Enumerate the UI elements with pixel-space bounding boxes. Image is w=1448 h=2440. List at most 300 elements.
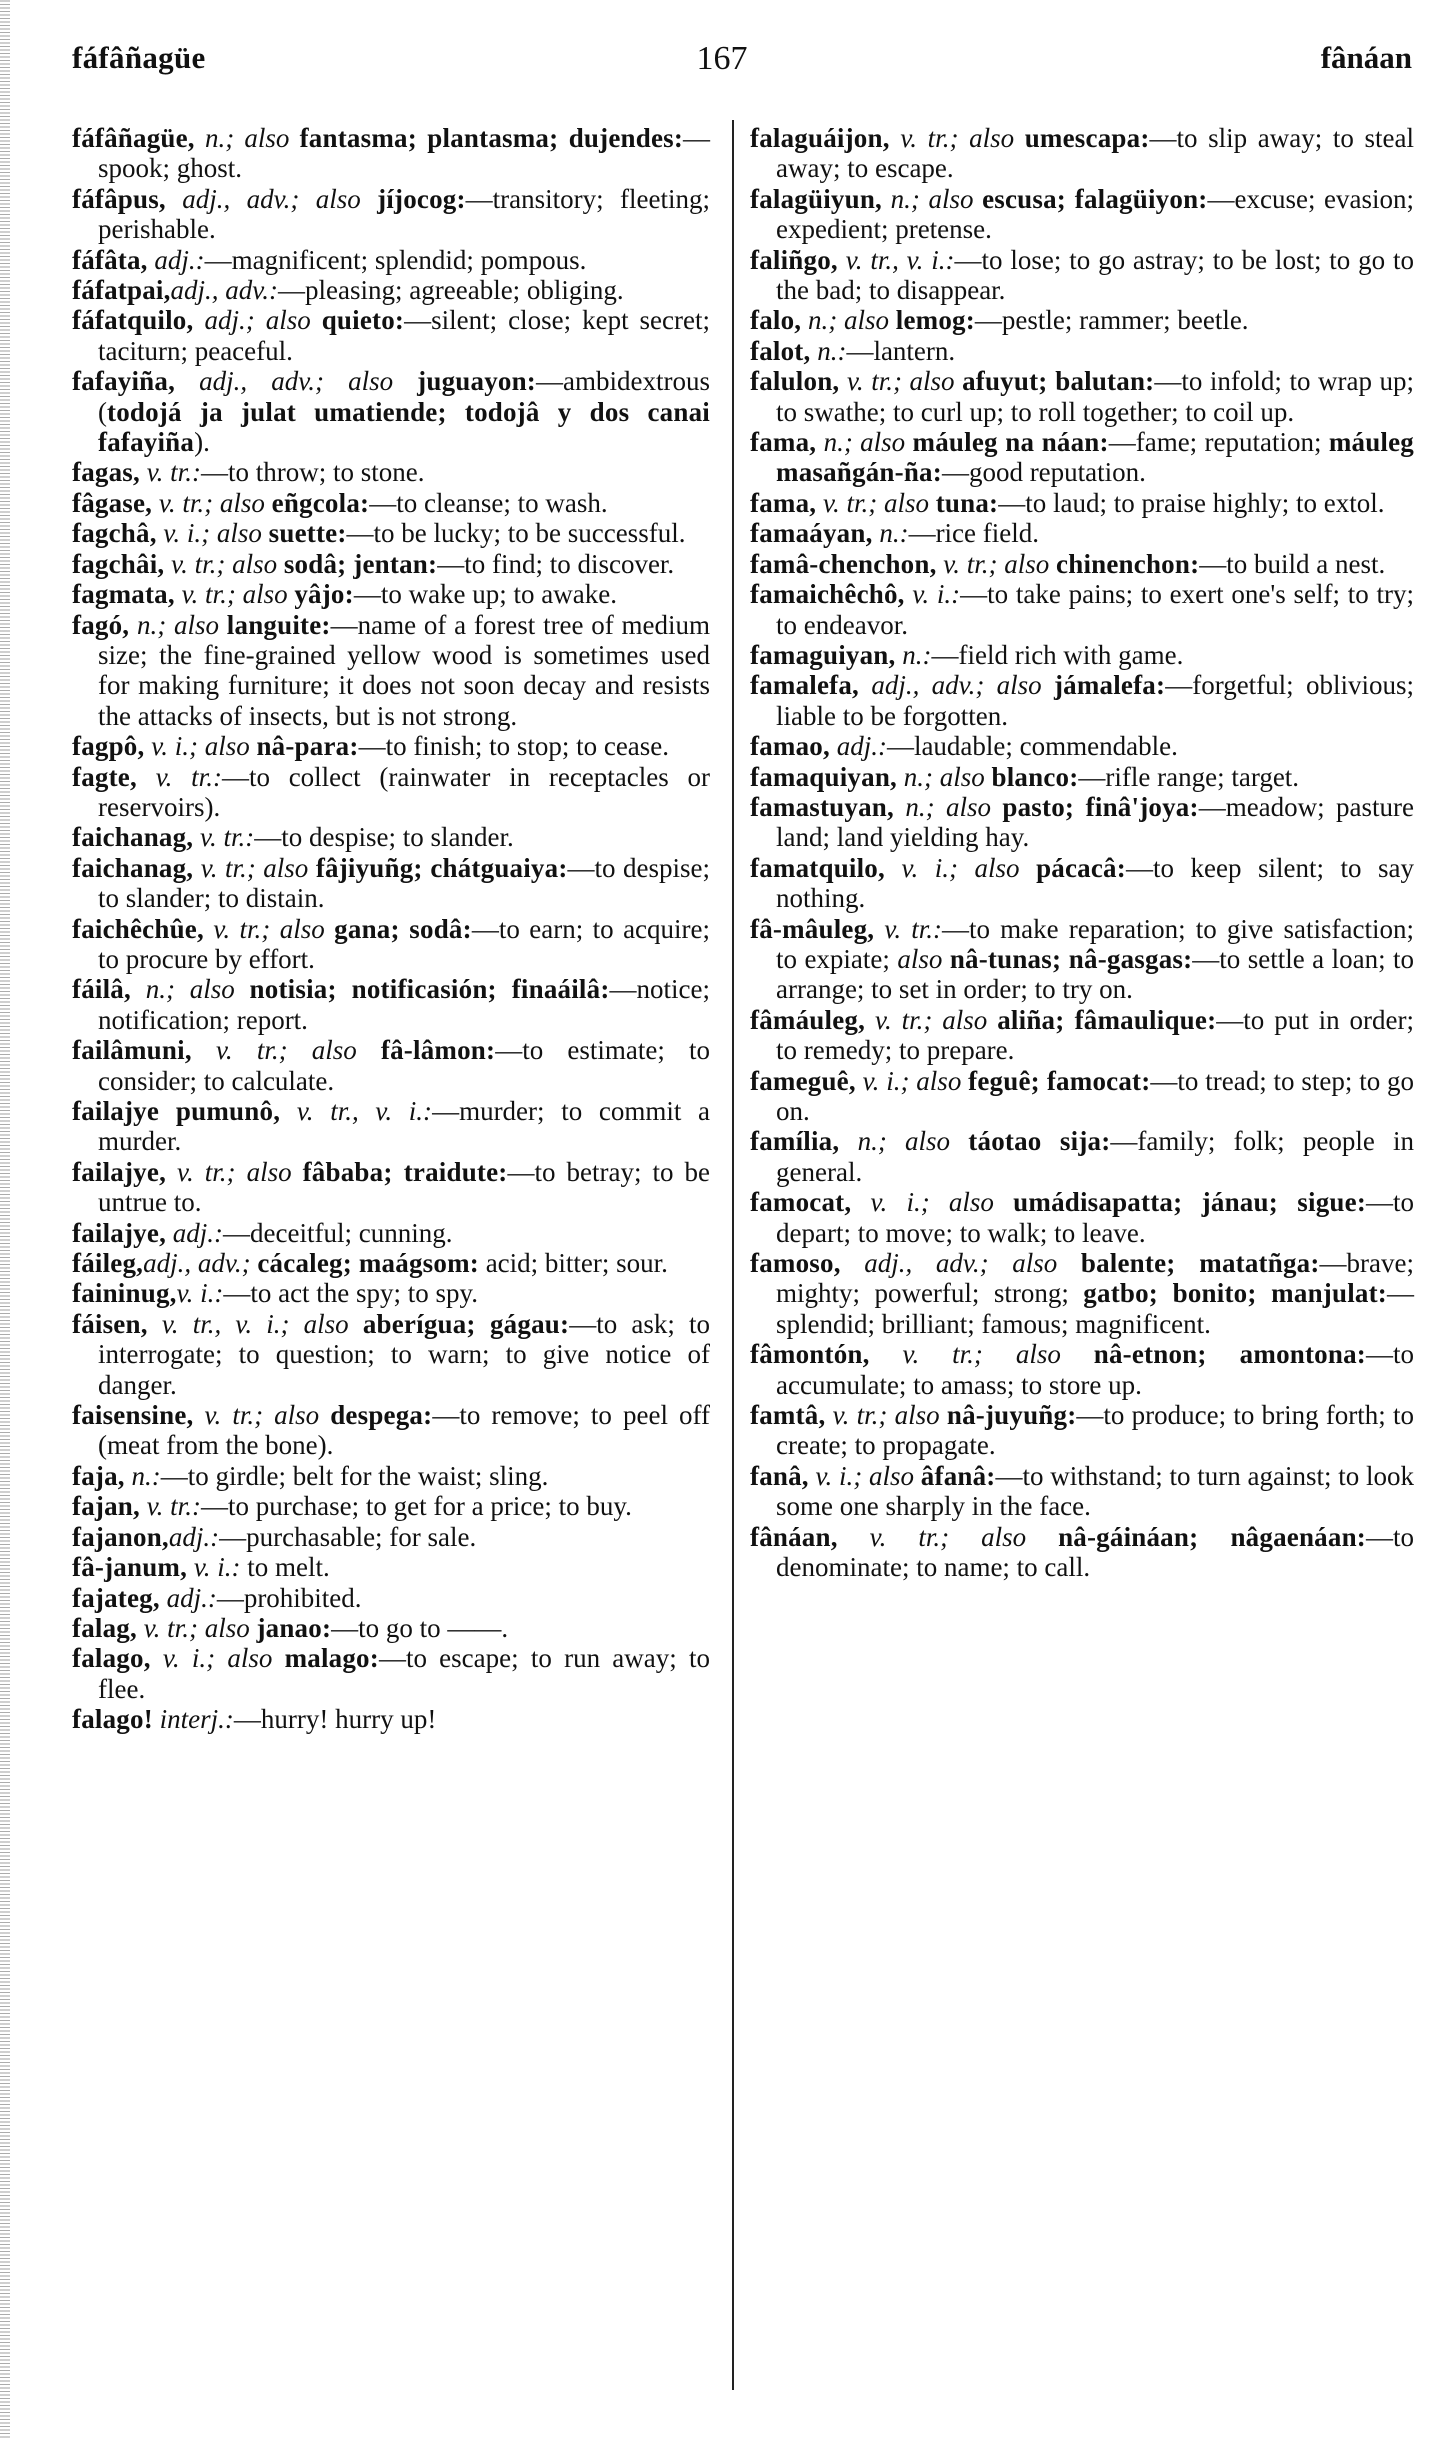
definition-text: —transitory; fleeting; perishable. (98, 183, 710, 245)
chamorro-term: gatbo; bonito; manjulat: (1083, 1278, 1387, 1309)
definition-text (292, 1157, 303, 1187)
page-number: 167 (696, 40, 748, 77)
headword: famatquilo, (750, 852, 885, 883)
headword: fáilâ, (72, 974, 131, 1005)
definition-text: —splendid; brilliant; famous; magnificent. (776, 1278, 1414, 1339)
grammar-label: v. tr.: (146, 457, 201, 488)
headword: famaquiyan, (750, 761, 897, 792)
definition-text (825, 1400, 832, 1430)
definition-text: —fame; reputation; (1108, 427, 1329, 458)
definition-text (885, 853, 902, 883)
headword: failajye pumunô, (72, 1096, 281, 1126)
grammar-label: n.: (902, 639, 932, 670)
definition-text (889, 305, 896, 335)
definition-text (193, 822, 200, 852)
definition-text (193, 1400, 204, 1430)
headword: fajateg, (72, 1582, 160, 1613)
left-guide-word: fáfâñagüe (72, 40, 206, 75)
definition-text: —to keep silent; to say nothing. (776, 852, 1415, 914)
definition-text (1020, 853, 1037, 883)
definition-text: —forgetful; oblivious; liable to be forgotten. (776, 670, 1414, 731)
grammar-label: v. tr.; also (204, 1400, 320, 1431)
grammar-label: n.; also (857, 1126, 951, 1157)
definition-text (816, 488, 823, 518)
headword: fagó, (72, 609, 130, 640)
chamorro-term: pácacâ: (1036, 852, 1126, 883)
grammar-label: v. i.; also (901, 852, 1020, 883)
left-column (72, 123, 710, 1735)
headword: fagte, (72, 761, 137, 792)
dictionary-entry (750, 427, 1414, 488)
definition-text (839, 366, 847, 396)
dictionary-entry (72, 1643, 710, 1704)
definition-text: —to infold; to wrap up; to swathe; to curl up; to roll together; to coil up. (776, 366, 1414, 427)
definition-text (235, 974, 250, 1004)
dictionary-entry (72, 1157, 710, 1218)
definition-text (151, 1643, 163, 1673)
grammar-label: v. tr.; also (213, 913, 325, 944)
definition-text (994, 1187, 1013, 1217)
definition-text: ). (194, 427, 210, 458)
definition-text (262, 518, 269, 548)
definition-text: to melt. (240, 1552, 330, 1583)
dictionary-entry (72, 275, 710, 305)
headword: fagchâ, (72, 518, 157, 549)
definition-text: —deceitful; cunning. (223, 1217, 453, 1248)
column-divider (732, 120, 734, 2390)
dictionary-entry (72, 245, 710, 275)
grammar-label: v. tr., v. i.: (845, 244, 955, 275)
chamorro-term: aliña; fâmaulique: (997, 1004, 1217, 1035)
definition-text (361, 184, 377, 214)
dictionary-entry (72, 1704, 710, 1734)
definition-text (265, 488, 272, 518)
dictionary-entry (750, 366, 1414, 427)
grammar-label: v. tr.: (200, 822, 255, 853)
headword: famastuyan, (750, 791, 894, 822)
definition-text: —to finish; to stop; to cease. (358, 731, 670, 762)
definition-text: —to put in order; to remedy; to prepare. (776, 1004, 1415, 1066)
grammar-label: n.; also (145, 974, 235, 1005)
definition-text: —to betray; to be untrue to. (98, 1156, 710, 1218)
headword: fáileg, (72, 1248, 144, 1279)
definition-text: acid; bitter; sour. (478, 1248, 668, 1279)
definition-text (838, 1522, 870, 1552)
definition-text: —to be lucky; to be successful. (346, 518, 686, 549)
dictionary-entry (72, 488, 710, 518)
grammar-label: adj., adv.; also (864, 1248, 1058, 1279)
definition-text (955, 366, 963, 396)
definition-text: —rifle range; target. (1078, 761, 1300, 792)
headword: falago! (72, 1704, 153, 1735)
headword: fáfatpai, (72, 275, 171, 306)
definition-text: —field rich with game. (931, 639, 1184, 670)
dictionary-entry (72, 1400, 710, 1461)
definition-text (129, 610, 137, 640)
right-guide-word: fânáan (1320, 40, 1412, 75)
headword: famaguiyan, (750, 639, 896, 670)
definition-text: —pleasing; agreeable; obliging. (278, 275, 624, 306)
headword: fâ-mâuleg, (750, 913, 875, 944)
chamorro-term: máuleg masañgán-ña: (776, 427, 1415, 488)
definition-text: —spook; ghost. (98, 123, 711, 184)
definition-text: —to build a nest. (1199, 548, 1386, 579)
grammar-label: n.; also (204, 123, 290, 153)
dictionary-entry (72, 457, 710, 487)
definition-text: —to laud; to praise highly; to extol. (998, 487, 1385, 518)
definition-text: —to despise; to slander. (254, 822, 514, 853)
dictionary-entry (750, 731, 1414, 761)
chamorro-term: malago: (284, 1643, 379, 1674)
definition-text (914, 1461, 921, 1491)
definition-text: —pestle; rammer; beetle. (974, 305, 1249, 336)
definition-text: —notice; notification; report. (98, 974, 711, 1035)
chamorro-term: lemog: (895, 305, 975, 336)
definition-text: —to despise; to slander; to distain. (98, 852, 711, 914)
definition-text (987, 1005, 997, 1035)
definition-text (204, 914, 213, 944)
dictionary-entry (750, 245, 1414, 306)
grammar-label: n.; also (823, 427, 906, 458)
headword: falo, (750, 305, 802, 336)
chamorro-term: janao: (256, 1612, 332, 1643)
definition-text: —hurry! hurry up! (233, 1704, 437, 1735)
headword: faja, (72, 1460, 125, 1491)
headword: falot, (750, 335, 811, 366)
definition-text: —to settle a loan; to arrange; to set in order; to try on. (776, 943, 1415, 1005)
definition-text (973, 184, 982, 214)
chamorro-term: blanco: (991, 761, 1079, 792)
chamorro-term: jámalefa: (1053, 670, 1166, 701)
definition-text (219, 610, 227, 640)
definition-text (148, 1309, 162, 1339)
definition-text (870, 1339, 903, 1369)
scan-edge (0, 0, 10, 2440)
definition-text: —to accumulate; to amass; to store up. (776, 1339, 1414, 1400)
definition-text: —to withstand; to turn against; to look some one sharply in the face. (776, 1460, 1415, 1522)
headword: faichanag, (72, 852, 194, 883)
grammar-label: v. i.; also (163, 518, 262, 549)
dictionary-entry (750, 670, 1414, 731)
definition-text (940, 1400, 947, 1430)
grammar-label: v. tr.; also (943, 548, 1050, 579)
definition-text (325, 914, 334, 944)
chamorro-term: escusa; falagüiyon: (982, 183, 1208, 214)
definition-text (1014, 123, 1025, 153)
grammar-label: v. tr.; also (215, 1035, 357, 1066)
dictionary-entry (750, 579, 1414, 640)
definition-text (942, 944, 949, 974)
dictionary-entry (750, 1187, 1414, 1248)
definition-text (839, 1126, 857, 1156)
headword: fagmata, (72, 579, 175, 610)
chamorro-term: máuleg na náan: (912, 427, 1109, 458)
definition-text (166, 184, 182, 214)
grammar-label: v. tr.; also (900, 123, 1015, 153)
chamorro-term: gana; sodâ: (334, 913, 472, 944)
dictionary-entry (750, 1339, 1414, 1400)
grammar-label: n.: (131, 1460, 161, 1491)
definition-text (890, 123, 901, 153)
headword: faichêchûe, (72, 913, 204, 944)
dictionary-entry (72, 579, 710, 609)
chamorro-term: despega: (330, 1400, 433, 1431)
grammar-label: v. tr.; also (158, 487, 265, 518)
chamorro-term: táotao sija: (968, 1126, 1111, 1157)
definition-text: —name of a forest tree of medium size; the fine-grained yellow wood is sometimes used for making furniture; it does not soon decay and resists the attacks of insects, but is not strong. (98, 609, 711, 731)
dictionary-entry (72, 762, 710, 823)
definition-text: —lantern. (846, 335, 956, 366)
dictionary-entry (72, 1491, 710, 1521)
chamorro-term: sodâ; jentan: (283, 548, 438, 579)
definition-text (1057, 1248, 1081, 1278)
headword: fáfâpus, (72, 183, 166, 214)
grammar-label: v. tr.: (155, 761, 222, 792)
dictionary-entry (750, 1126, 1414, 1187)
headword: famaáyan, (750, 518, 873, 549)
definition-text (882, 184, 891, 214)
chamorro-term: quieto: (321, 305, 405, 336)
chamorro-term: umádisapatta; jánau; sigue: (1013, 1187, 1367, 1218)
dictionary-entry (750, 549, 1414, 579)
headword: fáfâta, (72, 244, 148, 275)
grammar-label: v. i.: (176, 1278, 224, 1309)
chamorro-term: jíjocog: (377, 183, 466, 214)
definition-text (830, 731, 837, 761)
headword: fajan, (72, 1491, 140, 1522)
headword: fameguê, (750, 1065, 856, 1096)
headword: failajye, (72, 1217, 167, 1248)
headword: fama, (750, 427, 817, 458)
chamorro-term: eñgcola: (271, 487, 370, 518)
dictionary-entry (750, 184, 1414, 245)
dictionary-entry (72, 184, 710, 245)
grammar-label: adj.: (166, 1582, 217, 1613)
grammar-label: v. tr.; also (822, 487, 929, 518)
definition-text (816, 427, 823, 457)
dictionary-entry (750, 1066, 1414, 1127)
headword: famocat, (750, 1187, 852, 1218)
definition-text (897, 762, 904, 792)
definition-text: —to escape; to run away; to flee. (98, 1643, 710, 1704)
definition-text: —to denominate; to name; to call. (776, 1521, 1414, 1583)
dictionary-entry (72, 1096, 710, 1157)
chamorro-term: yâjo: (294, 579, 354, 610)
headword: fáfâñagüe, (72, 123, 195, 153)
definition-text (319, 1400, 330, 1430)
grammar-label: n.; also (890, 183, 974, 214)
definition-text (160, 1583, 167, 1613)
dictionary-entry (72, 914, 710, 975)
definition-text (841, 1248, 865, 1278)
definition-text (950, 1126, 968, 1156)
grammar-label: v. tr.; also (181, 579, 288, 610)
definition-text: —purchasable; for sale. (219, 1521, 477, 1552)
definition-text (137, 1613, 144, 1643)
dictionary-entry (750, 1248, 1414, 1339)
grammar-label: also (897, 943, 943, 974)
definition-text: —to girdle; belt for the waist; sling. (160, 1460, 549, 1491)
grammar-label: v. tr.; also (902, 1339, 1061, 1370)
grammar-label: adj.: (172, 1217, 224, 1248)
definition-text (801, 305, 808, 335)
headword: fagchâi, (72, 548, 165, 579)
dictionary-entry (72, 610, 710, 732)
grammar-label: adj., adv.; also (182, 183, 361, 214)
grammar-label: v. tr.: (884, 913, 942, 944)
chamorro-term: fantasma; plantasma; dujendes: (299, 123, 684, 153)
grammar-label: v. tr.; also (200, 852, 309, 883)
headword: famtâ, (750, 1400, 826, 1431)
definition-text (152, 488, 159, 518)
definition-text (349, 1309, 363, 1339)
dictionary-entry (72, 366, 710, 457)
chamorro-term: nâ-juyuñg: (946, 1400, 1077, 1431)
definition-text (357, 1035, 381, 1065)
definition-text (192, 1035, 216, 1065)
definition-text: —to purchase; to get for a price; to buy. (200, 1491, 632, 1522)
headword: famâ-chenchon, (750, 548, 937, 579)
headword: fáisen, (72, 1308, 148, 1339)
dictionary-entry (750, 1400, 1414, 1461)
grammar-label: v. tr.: (146, 1491, 201, 1522)
dictionary-entry (72, 1461, 710, 1491)
definition-text (851, 1187, 870, 1217)
definition-text: —to depart; to move; to walk; to leave. (776, 1187, 1415, 1248)
definition-text: —to throw; to stone. (200, 457, 425, 488)
headword: falag, (72, 1612, 137, 1643)
headword: fâgase, (72, 487, 153, 518)
dictionary-entry (72, 1613, 710, 1643)
headword: fanâ, (750, 1460, 809, 1491)
definition-text (874, 914, 884, 944)
headword: famalefa, (750, 670, 860, 701)
chamorro-term: aberígua; gágau: (362, 1308, 570, 1339)
definition-text: —to tread; to step; to go on. (776, 1065, 1415, 1126)
definition-text: —murder; to commit a murder. (98, 1096, 711, 1157)
right-column (750, 123, 1414, 1583)
chamorro-term: afuyut; balutan: (962, 366, 1155, 397)
chamorro-term: feguê; famocat: (968, 1065, 1151, 1096)
grammar-label: v. i.: (912, 579, 961, 610)
grammar-label: n.: (817, 335, 847, 366)
chamorro-term: todojá ja julat umatiende; todojâ y dos canai fafayiña (98, 396, 710, 458)
grammar-label: v. tr.; also (171, 548, 278, 579)
definition-text: —to make reparation; to give satisfaction; to expiate; (776, 913, 1414, 974)
grammar-label: v. i.; also (162, 1643, 273, 1674)
grammar-label: v. tr., v. i.; also (161, 1308, 349, 1339)
headword: fagpô, (72, 731, 145, 762)
dictionary-entry (72, 1278, 710, 1308)
grammar-label: n.; also (808, 305, 889, 336)
dictionary-entry (72, 1583, 710, 1613)
definition-text (280, 1096, 297, 1126)
definition-text (991, 792, 1002, 822)
headword: fâmáuleg, (750, 1004, 866, 1035)
dictionary-entry (750, 488, 1414, 518)
definition-text (175, 366, 199, 396)
chamorro-term: fâ-lâmon: (380, 1035, 496, 1066)
headword: família, (750, 1126, 840, 1157)
grammar-label: adj., adv.: (170, 275, 279, 306)
definition-text (856, 1066, 863, 1096)
dictionary-entry (750, 336, 1414, 366)
grammar-label: v. tr.; also (832, 1400, 940, 1431)
definition-text: —prohibited. (216, 1582, 362, 1613)
chamorro-term: languite: (226, 609, 331, 640)
definition-text (865, 1005, 875, 1035)
dictionary-entry (750, 305, 1414, 335)
definition-text (272, 1643, 284, 1673)
definition-text (308, 853, 316, 883)
dictionary-entry (72, 822, 710, 852)
dictionary-entry (750, 1005, 1414, 1066)
chamorro-term: nâ-etnon; amontona: (1093, 1339, 1366, 1370)
definition-text: —to cleanse; to wash. (369, 487, 608, 518)
definition-text: —to slip away; to steal away; to escape. (776, 123, 1415, 184)
chamorro-term: nâ-gáináan; nâgaenáan: (1058, 1521, 1366, 1552)
headword: falagüiyun, (750, 183, 882, 214)
grammar-label: n.: (879, 518, 909, 549)
definition-text (175, 579, 182, 609)
grammar-label: adj.: (154, 244, 205, 275)
headword: famoso, (750, 1248, 841, 1279)
grammar-label: v. tr.; also (869, 1521, 1027, 1552)
definition-text (859, 670, 871, 700)
dictionary-entry (72, 549, 710, 579)
definition-text (140, 1491, 147, 1521)
dictionary-entry (72, 1248, 710, 1278)
definition-text: —to remove; to peel off (meat from the bone). (98, 1400, 710, 1461)
dictionary-entry (750, 914, 1414, 1005)
headword: fajanon, (72, 1521, 169, 1552)
definition-text (838, 245, 846, 275)
chamorro-term: suette: (268, 518, 347, 549)
dictionary-entry (72, 1035, 710, 1096)
headword: falaguáijon, (750, 123, 890, 153)
dictionary-entry (750, 853, 1414, 914)
definition-text (311, 305, 322, 335)
headword: faichanag, (72, 822, 194, 853)
dictionary-entry (750, 792, 1414, 853)
grammar-label: adj., adv.; also (199, 366, 394, 397)
headword: fama, (750, 487, 817, 518)
grammar-label: adj., adv.; also (871, 670, 1042, 701)
definition-text: —to lose; to go astray; to be lost; to go to the bad; to disappear. (776, 244, 1415, 306)
dictionary-entry (72, 1309, 710, 1400)
definition-text: —to go to ——. (331, 1612, 509, 1643)
dictionary-entry (750, 518, 1414, 548)
chamorro-term: nâ-tunas; nâ-gasgas: (949, 943, 1193, 974)
chamorro-term: pasto; finâ'joya: (1002, 791, 1199, 822)
definition-text: —magnificent; splendid; pompous. (204, 244, 587, 275)
headword: failajye, (72, 1156, 167, 1187)
grammar-label: adj., adv.; (143, 1248, 251, 1279)
definition-text: —silent; close; kept secret; taciturn; peaceful. (98, 305, 711, 366)
headword: fagas, (72, 457, 140, 488)
chamorro-term: juguayon: (417, 366, 537, 397)
grammar-label: v. i.; also (151, 731, 250, 762)
grammar-label: v. tr.; also (143, 1612, 250, 1643)
grammar-label: v. tr.; also (177, 1156, 292, 1187)
dictionary-entry (72, 518, 710, 548)
definition-text (277, 549, 284, 579)
headword: falulon, (750, 366, 840, 397)
definition-text: —to estimate; to consider; to calculate. (98, 1035, 710, 1096)
definition-text (166, 1218, 173, 1248)
chamorro-term: nâ-para: (256, 731, 359, 762)
definition-text: —excuse; evasion; expedient; pretense. (776, 183, 1415, 245)
